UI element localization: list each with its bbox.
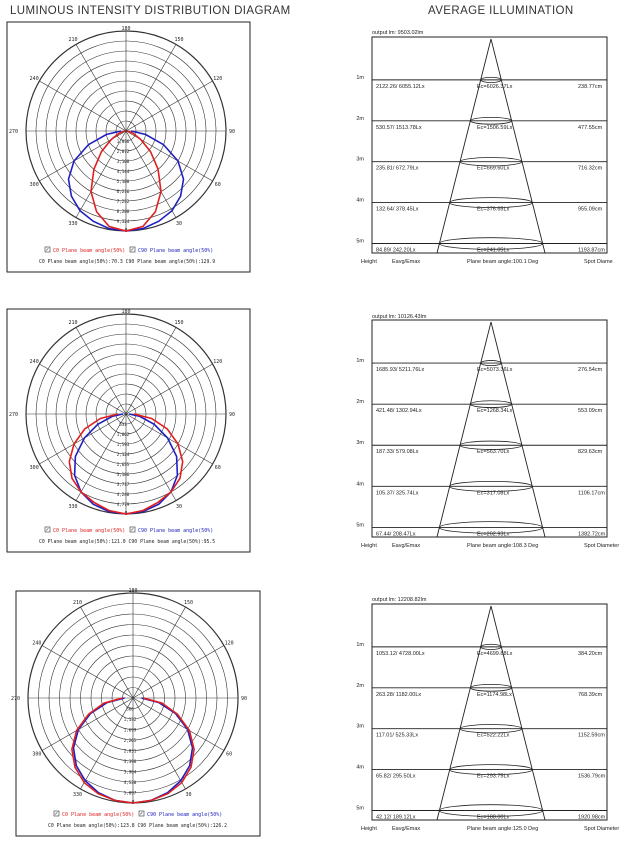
polar-angle-label: 210 [68,37,78,44]
polar-radial-label: 4,779 [116,502,130,507]
polar-radial-label: 4,144 [116,169,130,174]
polar-spoke [126,414,213,464]
c0-legend-label: C0 Plane beam angle(50%) [62,812,135,818]
polar-caption: C0 Plane beam angle(50%):70.3 C90 Plane beam angle(50%):129.9 [39,260,216,265]
height-column-label: Height [361,543,377,549]
eavg-emax-value: 263.28/ 1182.00Lx [376,691,422,698]
cone-edge-right [491,322,545,537]
polar-caption: C0 Plane beam angle(50%):123.8 C90 Plane beam angle(50%):126.2 [48,824,228,829]
spot-diameter-column-label: Spot Diameter [584,826,620,832]
height-label: 3m [356,440,364,447]
polar-radial-label: 531 [119,422,127,427]
illum-output-lumens: output lm: 10126.43lm [372,314,427,320]
cone-edge-left [437,322,491,537]
spot-diameter-value: 1106.17cm [578,490,605,497]
polar-angle-label: 240 [29,359,39,365]
polar-angle-label: 30 [185,792,192,799]
polar-spoke [39,81,126,131]
c90-legend-label: C90 Plane beam angle(50%) [138,248,214,254]
polar-angle-label: 270 [8,412,18,418]
ec-value: Ec=563.70Lx [477,449,510,456]
polar-radial-label: 6,216 [116,189,130,194]
ec-value: Ec=522.22Lx [477,732,510,739]
polar-angle-label: 30 [175,503,183,510]
polar-spoke [81,698,134,789]
cone-edge-right [491,39,545,253]
spot-diameter-column-label: Spot Diame [584,259,613,265]
cone-edge-right [491,606,545,820]
polar-spoke [126,414,176,501]
polar-radial-label: 4,530 [123,780,137,785]
eavg-emax-value: 530.57/ 1513.78Lx [376,124,422,131]
height-label: 5m [356,805,364,812]
polar-radial-label: 3,186 [116,472,130,477]
polar-radial-label: 2,265 [123,738,137,743]
eavg-emax-value: 235.81/ 672.79Lx [376,165,419,172]
polar-radial-label: 1,699 [123,727,137,733]
polar-angle-label: 60 [214,465,221,471]
eavg-emax-value: 187.33/ 579.08Lx [376,449,419,456]
height-column-label: Height [361,259,377,265]
height-label: 1m [356,74,364,81]
polar-angle-label: 210 [68,320,78,327]
illum-frame [372,604,607,820]
polar-frame [16,591,260,836]
spot-diameter-value: 276.54cm [578,367,603,374]
polar-radial-label: 3,717 [116,482,130,487]
height-label: 2m [356,399,364,406]
polar-angle-label: 240 [29,76,39,82]
c0-legend-label: C0 Plane beam angle(50%) [53,248,126,254]
polar-frame [7,309,250,552]
polar-angle-label: 180 [121,26,131,32]
cone-edge-left [437,606,491,820]
ec-value: Ec=202.93Lx [477,531,510,538]
polar-spoke [126,364,213,414]
polar-angle-label: 60 [226,751,233,758]
height-label: 1m [356,358,364,365]
right-section-title: AVERAGE ILLUMINATION [428,5,574,17]
ec-value: Ec=669.60Lx [477,165,510,172]
eavg-emax-value: 1685.93/ 5211.76Lx [376,367,425,374]
c0-legend-label: C0 Plane beam angle(50%) [53,528,126,534]
c0-legend-check: ✓ [45,527,50,534]
eavg-emax-value: 1053.12/ 4728.00Lx [376,650,425,657]
polar-angle-label: 90 [229,129,236,135]
polar-angle-label: 300 [32,751,42,758]
polar-radial-label: 4,248 [116,492,130,497]
polar-radial-label: 5,180 [116,179,130,184]
polar-angle-label: 330 [68,220,78,227]
illum-frame [372,320,607,537]
height-label: 2m [356,682,364,689]
polar-radial-label: 8,288 [116,209,130,214]
polar-angle-label: 270 [10,696,20,702]
height-label: 2m [356,115,364,122]
polar-angle-label: 120 [224,640,234,647]
polar-angle-label: 300 [29,465,39,471]
spot-diameter-value: 955.09cm [578,206,603,213]
height-label: 3m [356,723,364,730]
c90-legend-label: C90 Plane beam angle(50%) [138,528,214,534]
polar-spoke [133,646,224,699]
height-label: 1m [356,641,364,648]
spot-diameter-value: 829.63cm [578,449,603,456]
polar-angle-label: 0 [131,800,135,806]
eavg-emax-value: 105.37/ 325.74Lx [376,490,419,497]
polar-angle-label: 330 [68,503,78,510]
polar-radial-label: 2,655 [116,462,130,467]
ec-value: Ec=5073.36Lx [477,367,513,374]
polar-angle-label: 60 [214,182,221,188]
polar-angle-label: 0 [124,511,128,517]
height-label: 4m [356,481,364,488]
eavg-emax-column-label: Eavg/Emax [392,543,421,549]
ec-value: Ec=6026.37Lx [477,83,513,90]
polar-angle-label: 120 [213,76,223,82]
spot-diameter-value: 1382.72cm [578,531,606,538]
cone-edge-left [437,39,491,253]
polar-radial-label: 566 [126,706,134,712]
ec-value: Ec=241.05Lx [477,247,510,254]
polar-angle-label: 330 [72,792,83,799]
polar-angle-label: 0 [124,228,128,234]
height-label: 4m [356,764,364,771]
c90-legend-label: C90 Plane beam angle(50%) [147,812,223,818]
polar-angle-label: 240 [32,640,42,647]
ec-value: Ec=1506.59Lx [477,124,513,131]
eavg-emax-value: 132.64/ 378.45Lx [376,206,419,213]
c90-legend-check: ✓ [130,527,135,534]
polar-spoke [126,44,176,131]
ec-value: Ec=376.65Lx [477,206,510,213]
eavg-emax-value: 2122.26/ 6055.12Lx [376,83,425,90]
spot-diameter-value: 716.32cm [578,165,603,172]
ec-value: Ec=188.00Lx [477,814,510,821]
polar-spoke [126,81,213,131]
polar-spoke [39,414,126,464]
polar-radial-label: 2,831 [123,748,137,754]
c90-legend-check: ✓ [139,811,144,818]
polar-angle-label: 270 [8,129,18,135]
polar-spoke [81,607,134,698]
spot-diameter-value: 384.20cm [578,650,603,657]
polar-radial-label: 3,964 [123,769,137,775]
polar-spoke [133,698,186,789]
polar-caption: C0 Plane beam angle(50%):121.0 C90 Plane beam angle(50%):95.5 [39,540,216,545]
polar-radial-label: 9,324 [116,219,130,224]
polar-spoke [76,327,126,414]
polar-spoke [42,646,133,699]
polar-spoke [39,364,126,414]
height-label: 5m [356,238,364,245]
eavg-emax-value: 42.12/ 189.12Lx [376,814,416,821]
polar-angle-label: 150 [174,320,184,327]
eavg-emax-value: 421.48/ 1302.94Lx [376,408,422,415]
polar-angle-label: 90 [229,412,236,418]
beam-angle-label: Plane beam angle:125.0 Deg [467,826,539,832]
eavg-emax-value: 84.89/ 242.20Lx [376,247,416,254]
polar-angle-label: 180 [121,309,131,315]
ec-value: Ec=1268.34Lx [477,408,513,415]
polar-radial-label: 7,252 [116,199,130,204]
spot-diameter-value: 1536.79cm [578,773,606,780]
spot-diameter-value: 477.55cm [578,124,603,131]
eavg-emax-value: 65.82/ 295.50Lx [376,773,416,780]
eavg-emax-value: 67.44/ 208.47Lx [376,531,416,538]
polar-frame [7,22,250,272]
c0-legend-check: ✓ [45,247,50,254]
polar-angle-label: 120 [213,359,223,365]
polar-spoke [42,698,133,751]
spot-diameter-value: 553.09cm [578,408,603,415]
beam-angle-label: Plane beam angle:108.3 Deg [467,543,539,549]
illum-frame [372,37,607,253]
eavg-emax-column-label: Eavg/Emax [392,826,421,832]
polar-radial-label: 1,132 [123,717,137,722]
illum-output-lumens: output lm: 9503.02lm [372,30,424,36]
polar-angle-label: 300 [29,182,39,188]
height-column-label: Height [361,826,377,832]
ec-value: Ec=1174.98Lx [477,691,512,698]
height-label: 3m [356,156,364,163]
beam-angle-label: Plane beam angle:100.1 Deg [467,259,539,265]
polar-angle-label: 90 [241,696,248,702]
polar-angle-label: 150 [174,37,184,44]
polar-radial-label: 1,593 [116,442,130,447]
polar-radial-label: 5,097 [123,790,137,796]
polar-radial-label: 2,072 [116,149,130,154]
polar-angle-label: 210 [72,599,83,606]
polar-radial-label: 2,124 [116,452,130,457]
ec-value: Ec=317.08Lx [477,490,510,497]
polar-radial-label: 1,036 [116,139,130,144]
polar-radial-label: 1,062 [116,432,130,437]
ec-value: Ec=293.75Lx [477,773,510,780]
polar-spoke [76,44,126,131]
polar-spoke [126,131,176,218]
spot-diameter-value: 1152.59cm [578,732,605,739]
polar-angle-label: 150 [183,599,194,606]
height-label: 5m [356,522,364,529]
polar-angle-label: 180 [128,588,138,594]
c0-legend-check: ✓ [54,811,59,818]
illum-output-lumens: output lm: 12208.82lm [372,597,427,603]
polar-radial-label: 3,108 [116,159,130,164]
ec-value: Ec=4699.88Lx [477,650,513,657]
height-label: 4m [356,197,364,204]
spot-diameter-value: 1920.98cm [578,814,606,821]
polar-spoke [133,607,186,698]
spot-diameter-value: 1193.87cm [578,247,605,254]
eavg-emax-column-label: Eavg/Emax [392,259,421,265]
spot-diameter-value: 768.39cm [578,691,603,698]
c90-legend-check: ✓ [130,247,135,254]
spot-diameter-column-label: Spot Diameter [584,543,620,549]
polar-radial-label: 3,398 [123,759,137,764]
polar-spoke [133,698,224,751]
polar-spoke [126,327,176,414]
polar-angle-label: 30 [175,220,183,227]
eavg-emax-value: 117.01/ 525.33Lx [376,732,419,739]
spot-diameter-value: 238.77cm [578,83,603,90]
left-section-title: LUMINOUS INTENSITY DISTRIBUTION DIAGRAM [10,5,291,17]
